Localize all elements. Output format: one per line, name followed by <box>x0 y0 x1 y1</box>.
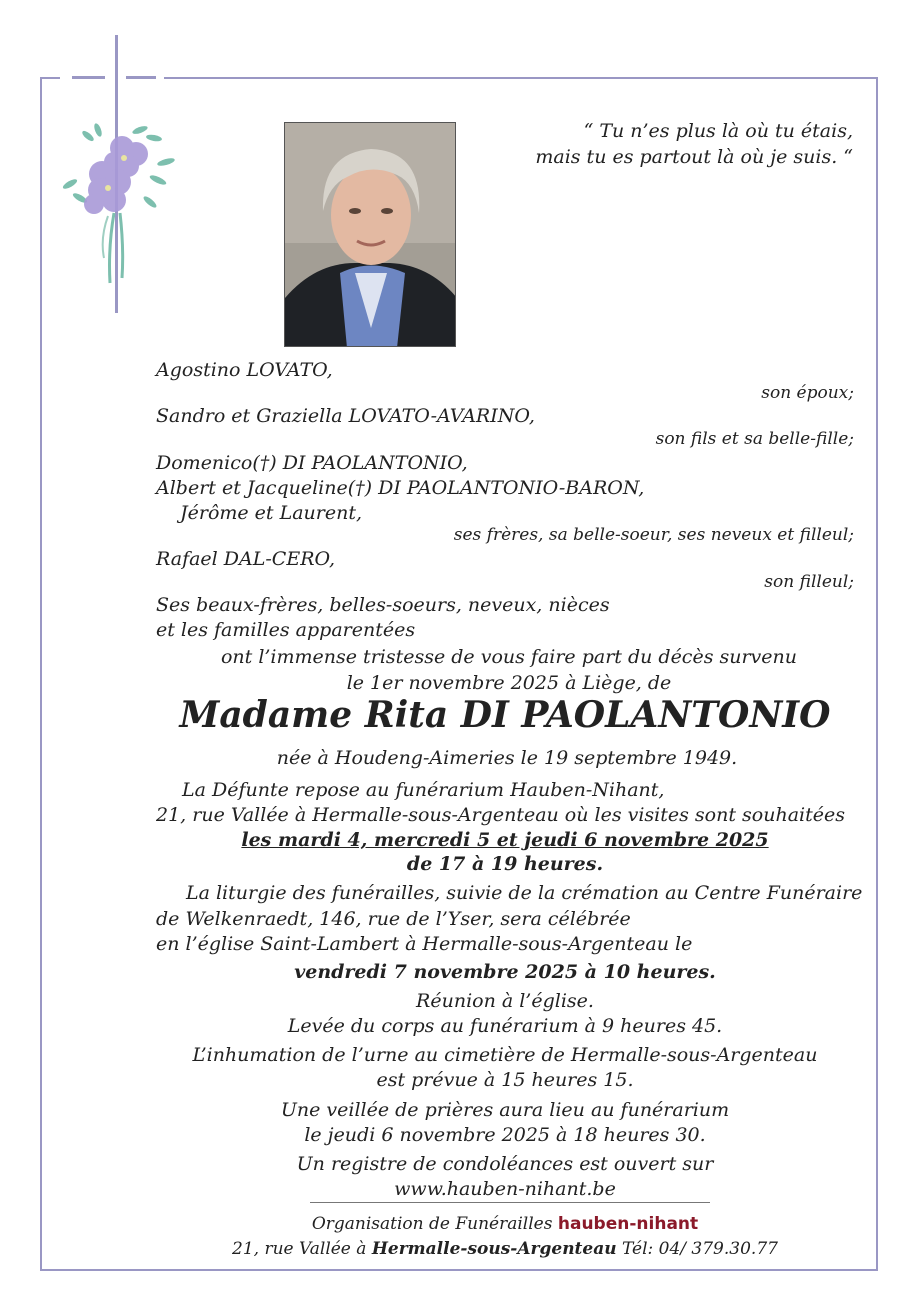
son-name: Sandro et Graziella LOVATO-AVARINO, <box>156 405 535 427</box>
footer-address-prefix: 21, rue Vallée à <box>232 1239 367 1259</box>
announcement-line-2: le 1er novembre 2025 à Liège, de <box>346 672 672 694</box>
sibling-2: Albert et Jacqueline(†) DI PAOLANTONIO-BARON, <box>156 477 645 499</box>
funeral-line-3: en l’église Saint-Lambert à Hermalle-sous-Argenteau le <box>156 933 693 955</box>
deceased-name: Madame Rita DI PAOLANTONIO <box>179 694 831 736</box>
visitation-dates: les mardi 4, mercredi 5 et jeudi 6 novembre 2025 <box>241 829 769 851</box>
vigil-line-1: Une veillée de prières aura lieu au funérarium <box>280 1099 730 1121</box>
cross-arm-left <box>72 76 105 79</box>
funeral-date: vendredi 7 novembre 2025 à 10 heures. <box>294 961 716 983</box>
meeting-line: Réunion à l’église. <box>416 990 594 1012</box>
funeral-line-1: La liturgie des funérailles, suivie de la crémation au Centre Funéraire <box>186 882 863 904</box>
register-line-1: Un registre de condoléances est ouvert sur <box>296 1153 714 1175</box>
others-line-1: Ses beaux-frères, belles-soeurs, neveux, nièces <box>156 594 610 616</box>
footer-address-town: Hermalle-sous-Argenteau <box>371 1239 617 1259</box>
others-line-2: et les familles apparentées <box>156 619 416 641</box>
quote-line-2: mais tu es partout là où je suis. “ <box>535 146 853 168</box>
footer-org <box>46 1212 918 1237</box>
spouse-role: son époux; <box>761 383 854 403</box>
announcement-line-1: ont l’immense tristesse de vous faire part du décès survenu <box>220 646 798 668</box>
son-role: son fils et sa belle-fille; <box>655 429 854 449</box>
quote <box>535 118 853 170</box>
visitation-hours: de 17 à 19 heures. <box>406 853 604 875</box>
visitation-line-2: 21, rue Vallée à Hermalle-sous-Argenteau où les visites sont souhaitées <box>156 804 845 826</box>
footer-address <box>46 1237 918 1262</box>
footer-org-label: Organisation de Funérailles <box>311 1214 553 1234</box>
footer-divider <box>310 1202 710 1203</box>
cross-arm-right <box>126 76 156 79</box>
godson-name: Rafael DAL-CERO, <box>156 548 335 570</box>
footer-phone: Tél: 04/ 379.30.77 <box>622 1239 778 1259</box>
spouse-name: Agostino LOVATO, <box>156 359 333 381</box>
sibling-1: Domenico(†) DI PAOLANTONIO, <box>156 452 468 474</box>
register-link[interactable]: www.hauben-nihant.be <box>394 1178 616 1200</box>
levee-line: Levée du corps au funérarium à 9 heures 45. <box>287 1015 723 1037</box>
siblings-role: ses frères, sa belle-soeur, ses neveux et filleul; <box>453 525 854 545</box>
godson-role: son filleul; <box>764 572 854 592</box>
funeral-line-2: de Welkenraedt, 146, rue de l’Yser, sera célébrée <box>156 908 631 930</box>
birth-line: née à Houdeng-Aimeries le 19 septembre 1949. <box>276 747 738 769</box>
urn-line-2: est prévue à 15 heures 15. <box>376 1069 634 1091</box>
visitation-line-1: La Défunte repose au funérarium Hauben-Nihant, <box>182 779 665 801</box>
vigil-line-2: le jeudi 6 novembre 2025 à 18 heures 30. <box>304 1124 706 1146</box>
quote-line-1: “ Tu n’es plus là où tu étais, <box>583 120 853 142</box>
portrait-photo <box>284 122 456 347</box>
urn-line-1: L’inhumation de l’urne au cimetière de Hermalle-sous-Argenteau <box>192 1044 818 1066</box>
flower-icon <box>58 118 198 288</box>
sibling-3: Jérôme et Laurent, <box>180 502 363 524</box>
brand-logo: hauben-nihant <box>557 1214 699 1234</box>
